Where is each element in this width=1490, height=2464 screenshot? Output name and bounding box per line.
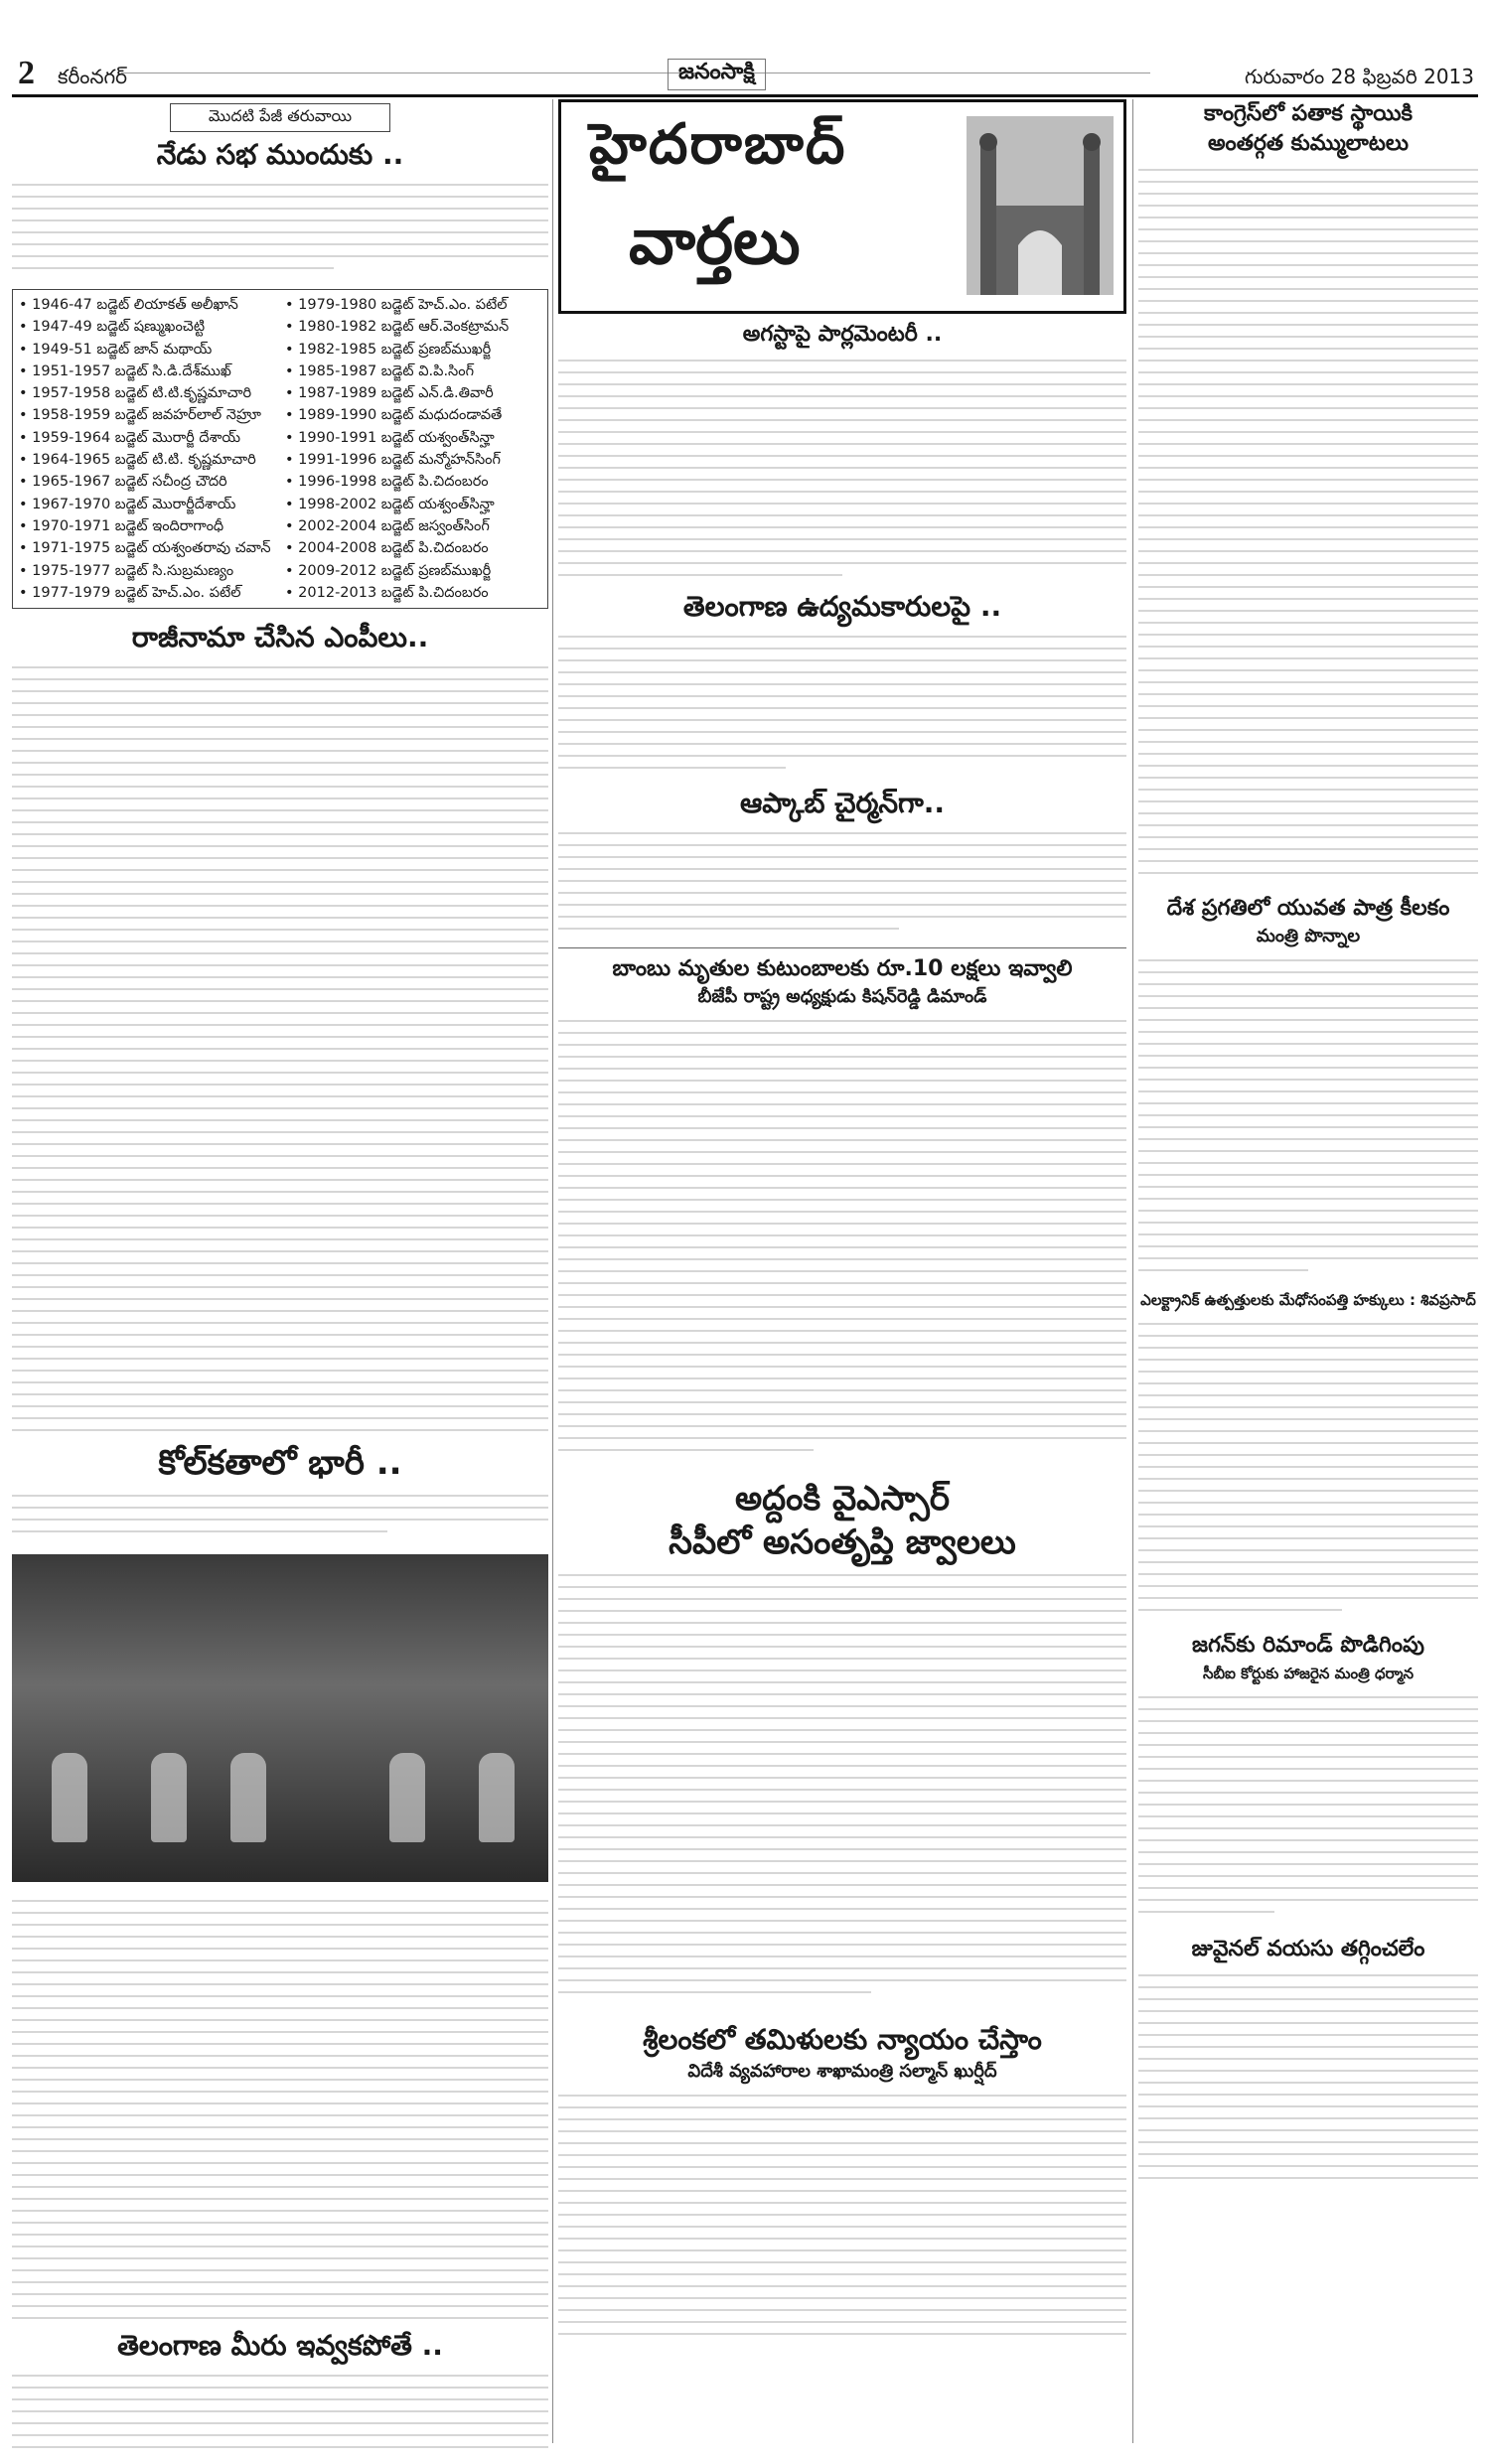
page-number: 2 xyxy=(18,55,35,91)
budget-entry: • 1946-47 బడ్జెట్ లియాకత్ అలీఖాన్ xyxy=(19,297,238,313)
article-body xyxy=(12,1890,548,2327)
budget-entry: • 1958-1959 బడ్జెట్ జవహర్‌లాల్ నెహ్రూ xyxy=(19,407,261,424)
article-body xyxy=(1138,1313,1478,1631)
subhead-bombu: బీజేపీ రాష్ట్ర అధ్యక్షుడు కిషన్‌రెడ్డి డిమాండ్ xyxy=(697,986,987,1007)
budget-entry: • 1959-1964 బడ్జెట్ మొరార్జీ దేశాయ్ xyxy=(19,429,241,446)
budget-entry: • 1975-1977 బడ్జెట్ సి.సుబ్రమణ్యం xyxy=(19,562,234,579)
headline-jagan: జగన్‌కు రిమాండ్ పొడిగింపు xyxy=(1192,1633,1424,1658)
budget-entry: • 1971-1975 బడ్జెట్ యశ్వంతరావు చవాన్ xyxy=(19,540,271,557)
article-body xyxy=(558,822,1126,942)
article-body xyxy=(12,656,548,1441)
budget-entry: • 1949-51 బడ్జెట్ జాన్ మథాయ్ xyxy=(19,341,213,358)
column-divider xyxy=(1132,99,1133,2443)
section-name: కరీంనగర్ xyxy=(58,65,127,88)
budget-entry: • 1967-1970 బడ్జెట్ మొరార్జీదేశాయ్ xyxy=(19,496,236,512)
budget-entry: • 1965-1967 బడ్జెట్ సచీంద్ర చౌదరి xyxy=(19,474,227,491)
headline-congress-2: అంతర్గత కుమ్ములాటలు xyxy=(1207,131,1410,156)
page-header xyxy=(12,55,1478,97)
headline-sabha: నేడు సభ ముందుకు .. xyxy=(156,138,404,171)
article-body xyxy=(1138,1686,1478,1935)
headline-bombu: బాంబు మృతుల కుటుంబాలకు రూ.10 లక్షలు ఇవ్వాలి xyxy=(612,956,1073,981)
headline-yuvata: దేశ ప్రగతిలో యువత పాత్ర కీలకం xyxy=(1166,896,1450,921)
budget-entry: • 1979-1980 బడ్జెట్ హెచ్.ఎం. పటేల్ xyxy=(285,297,508,313)
budget-entry: • 1947-49 బడ్జెట్ షణ్ముఖంచెట్టి xyxy=(19,319,206,336)
budget-entry: • 1970-1971 బడ్జెట్ ఇందిరాగాంధీ xyxy=(19,517,224,534)
article-body xyxy=(558,350,1126,588)
header-rule xyxy=(121,72,1150,73)
budget-entry: • 1989-1990 బడ్జెట్ మధుదండావతే xyxy=(285,407,503,424)
charminar-icon xyxy=(967,116,1114,295)
headline-addanki-1: అద్దంకి వైఎస్సార్ xyxy=(734,1479,951,1519)
article-body xyxy=(1138,1964,1478,2193)
column-left xyxy=(12,99,548,2464)
banner-title: హైదరాబాద్ xyxy=(589,112,847,177)
article-body xyxy=(12,174,548,283)
headline-congress-1: కాంగ్రెస్‌లో పతాక స్థాయికి xyxy=(1204,101,1413,126)
issue-date: గురువారం 28 ఫిబ్రవరి 2013 xyxy=(1244,65,1474,88)
article-body xyxy=(558,1010,1126,1477)
headline-addanki-2: సీపీలో అసంతృప్తి జ్వాలలు xyxy=(669,1522,1016,1562)
article-body xyxy=(558,2085,1126,2353)
budget-entry: • 1957-1958 బడ్జెట్ టి.టి.కృష్ణమాచారి xyxy=(19,385,252,402)
article-body xyxy=(558,626,1126,785)
budget-entry: • 1951-1957 బడ్జెట్ సి.డి.దేశ్‌ముఖ్ xyxy=(19,362,231,379)
article-body xyxy=(1138,159,1478,894)
budget-entry: • 2009-2012 బడ్జెట్ ప్రణబ్‌ముఖర్జీ xyxy=(285,562,492,579)
headline-rajinama: రాజీనామా చేసిన ఎంపీలు.. xyxy=(131,621,429,654)
budget-ministers-table xyxy=(12,289,548,609)
budget-entry: • 1996-1998 బడ్జెట్ పి.చిదంబరం xyxy=(285,474,489,491)
fire-accident-photo xyxy=(12,1554,548,1882)
column-divider xyxy=(552,99,553,2443)
headline-electronic: ఎలక్ట్రానిక్ ఉత్పత్తులకు మేధోసంపత్తి హక్కులు : శివప్రసాద్ xyxy=(1140,1291,1476,1309)
subhead-yuvata: మంత్రి పొన్నాల xyxy=(1256,926,1361,946)
budget-entry: • 1985-1987 బడ్జెట్ వి.పి.సింగ్ xyxy=(285,362,475,379)
article-body xyxy=(12,1485,548,1546)
budget-entry: • 1998-2002 బడ్జెట్ యశ్వంత్‌సిన్హా xyxy=(285,496,495,512)
headline-srilanka: శ్రీలంకలో తమిళులకు న్యాయం చేస్తాం xyxy=(643,2023,1042,2056)
budget-entry: • 1987-1989 బడ్జెట్ ఎన్.డి.తివారీ xyxy=(285,385,494,402)
budget-entry: • 1982-1985 బడ్జెట్ ప్రణబ్‌ముఖర్జీ xyxy=(285,341,492,358)
budget-entry: • 2012-2013 బడ్జెట్ పి.చిదంబరం xyxy=(285,584,489,601)
article-body xyxy=(558,1564,1126,2021)
column-middle xyxy=(558,99,1126,2353)
headline-apcab: ఆప్కాబ్ చైర్మన్‌గా.. xyxy=(739,787,946,819)
budget-entry: • 1991-1996 బడ్జెట్ మన్మోహన్‌సింగ్ xyxy=(285,452,501,469)
headline-juvenile: జువైనల్ వయసు తగ్గించలేం xyxy=(1191,1937,1425,1961)
headline-udyamakarulu: తెలంగాణ ఉద్యమకారులపై .. xyxy=(682,590,1002,623)
banner-subtitle: వార్తలు xyxy=(629,206,801,279)
budget-entry: • 1990-1991 బడ్జెట్ యశ్వంత్‌సిన్హా xyxy=(285,429,495,446)
continued-label: మొదటి పేజీ తరువాయి xyxy=(170,103,390,132)
headline-telangana: తెలంగాణ మీరు ఇవ్వకపోతే .. xyxy=(117,2329,443,2363)
column-right xyxy=(1138,99,1478,2193)
article-body xyxy=(1138,949,1478,1287)
budget-entry: • 2004-2008 బడ్జెట్ పి.చిదంబరం xyxy=(285,540,489,557)
article-body xyxy=(12,2365,548,2464)
hyderabad-news-banner xyxy=(558,99,1126,314)
subhead-jagan: సీబీఐ కోర్టుకు హాజరైన మంత్రి ధర్మాన xyxy=(1202,1665,1415,1682)
subhead-srilanka: విదేశీ వ్యవహారాల శాఖామంత్రి సల్మాన్ ఖుర్షీద్ xyxy=(687,2061,997,2082)
budget-entry: • 2002-2004 బడ్జెట్ జస్వంత్‌సింగ్ xyxy=(285,517,490,534)
budget-entry: • 1964-1965 బడ్జెట్ టి.టి. కృష్ణమాచారి xyxy=(19,452,256,469)
budget-entry: • 1977-1979 బడ్జెట్ హెచ్.ఎం. పటేల్ xyxy=(19,584,241,601)
headline-kolkata: కోల్‌కతాలో భారీ .. xyxy=(158,1443,402,1484)
masthead-logo: జనంసాక్షి xyxy=(668,59,766,90)
headline-agasta: అగస్టాపై పార్లమెంటరీ .. xyxy=(742,322,943,347)
budget-entry: • 1980-1982 బడ్జెట్ ఆర్.వెంకట్రామన్ xyxy=(285,319,510,336)
